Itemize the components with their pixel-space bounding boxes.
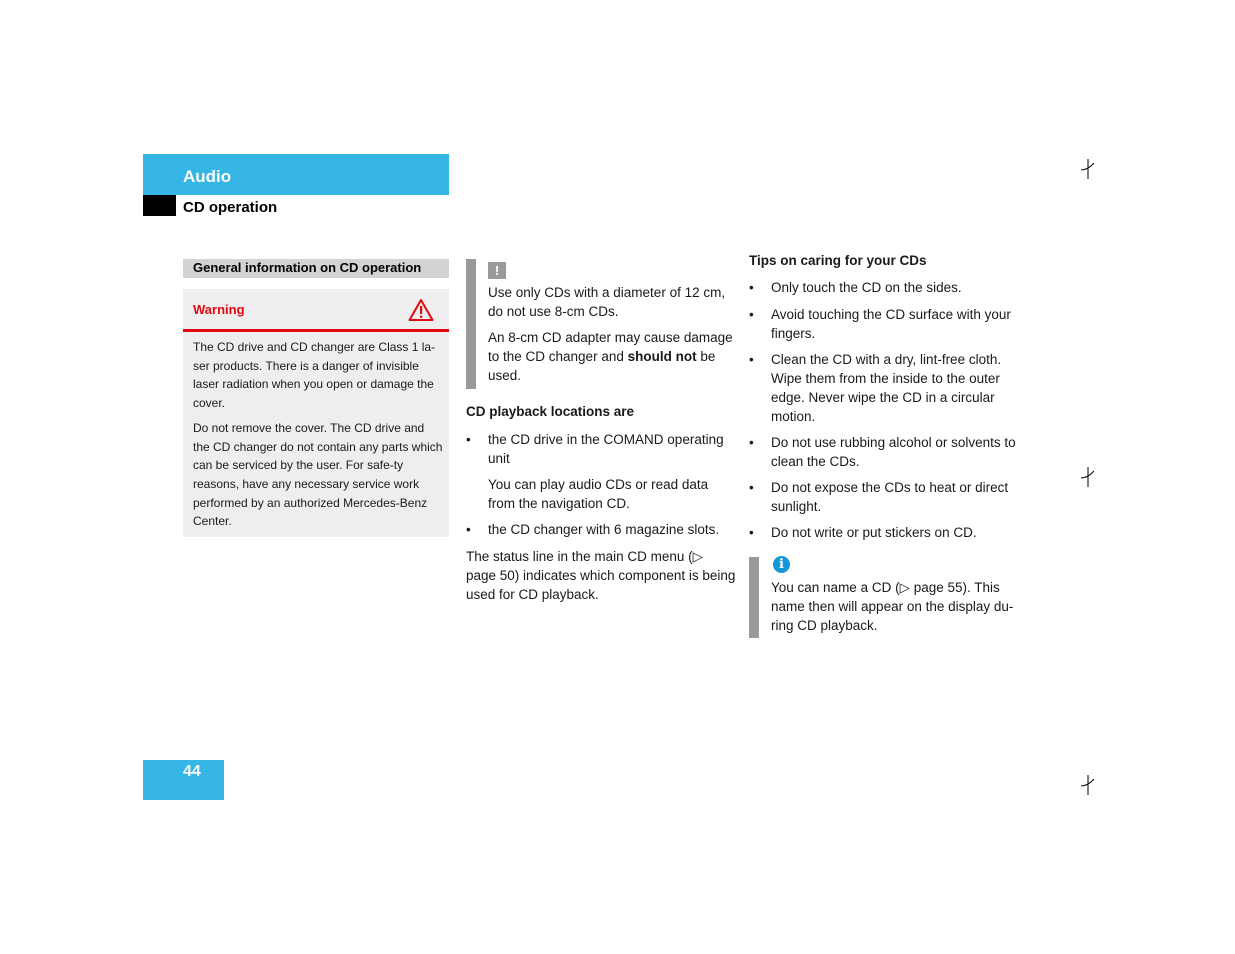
- crop-mark-icon: [1080, 775, 1094, 795]
- warning-text: [193, 338, 443, 537]
- list-item: [466, 520, 738, 540]
- bullet-icon: •: [466, 522, 471, 537]
- list-item-text: the CD drive in the COMAND operating unit: [488, 432, 724, 466]
- info-bar: [749, 557, 759, 638]
- list-item: [749, 523, 1021, 543]
- warning-box: [183, 289, 449, 537]
- exclamation-icon: !: [488, 262, 506, 279]
- bullet-icon: •: [749, 435, 754, 450]
- bullet-icon: •: [749, 525, 754, 540]
- note-emphasis: should not: [627, 349, 697, 364]
- bullet-icon: •: [749, 352, 754, 367]
- warning-paragraph: The CD drive and CD changer are Class 1 la-ser products. There is a danger of invisible laser radiation when you open or damage the cover.: [193, 340, 436, 411]
- list-item: [749, 350, 1021, 428]
- list-item: [466, 430, 738, 470]
- list-item: [749, 478, 1021, 518]
- note-text: [488, 283, 738, 392]
- list-item-text: Do not write or put stickers on CD.: [771, 525, 977, 540]
- list-item-continuation: You can play audio CDs or read data from the navigation CD.: [488, 477, 709, 511]
- page-subtitle: CD operation: [183, 199, 278, 216]
- section-title: Audio: [183, 167, 232, 186]
- list-item-text: Do not use rubbing alcohol or solvents to clean the CDs.: [771, 435, 1016, 469]
- note-bar: [466, 259, 476, 389]
- info-text: You can name a CD (▷ page 55). This name then will appear on the display du-ring CD playback.: [771, 580, 1014, 633]
- warning-header: [183, 289, 449, 332]
- bullet-icon: •: [749, 280, 754, 295]
- bullet-icon: •: [749, 480, 754, 495]
- warning-triangle-icon: [408, 298, 434, 322]
- list-item-text: Clean the CD with a dry, lint-free cloth. Wipe them from the inside to the outer edge. Never wipe the CD in a circular motion.: [771, 352, 1002, 424]
- note-paragraph: Use only CDs with a diameter of 12 cm, do not use 8-cm CDs.: [488, 285, 726, 319]
- list-item-text: Do not expose the CDs to heat or direct sunlight.: [771, 480, 1009, 514]
- subheader-marker: [143, 195, 176, 216]
- crop-mark-icon: [1080, 467, 1094, 487]
- list-item: [749, 433, 1021, 473]
- list-item-text: Only touch the CD on the sides.: [771, 280, 962, 295]
- tips-heading: Tips on caring for your CDs: [749, 253, 927, 268]
- list-item-text: Avoid touching the CD surface with your fingers.: [771, 307, 1011, 341]
- section-heading-text: General information on CD operation: [193, 260, 422, 275]
- warning-label: Warning: [193, 302, 245, 317]
- list-item: [749, 278, 1021, 298]
- section-heading: [183, 259, 449, 278]
- bullet-icon: •: [749, 307, 754, 322]
- list-item: [749, 305, 1021, 345]
- info-icon: i: [773, 556, 790, 573]
- list-item-text: the CD changer with 6 magazine slots.: [488, 522, 720, 537]
- warning-paragraph: Do not remove the cover. The CD drive and the CD changer do not contain any parts which can be serviced by the user. For safe-ty reasons, have any necessary service work performed by an authorized Mercedes-Benz Center.: [193, 420, 443, 529]
- bullet-icon: •: [466, 432, 471, 447]
- playback-heading: CD playback locations are: [466, 404, 635, 419]
- status-line-text: The status line in the main CD menu (▷ page 50) indicates which component is being used for CD playback.: [466, 549, 736, 602]
- page-number: 44: [183, 763, 201, 780]
- note-paragraph: An 8-cm CD adapter may cause damage to the CD changer and should not be used.: [488, 330, 733, 383]
- crop-mark-icon: [1080, 159, 1094, 179]
